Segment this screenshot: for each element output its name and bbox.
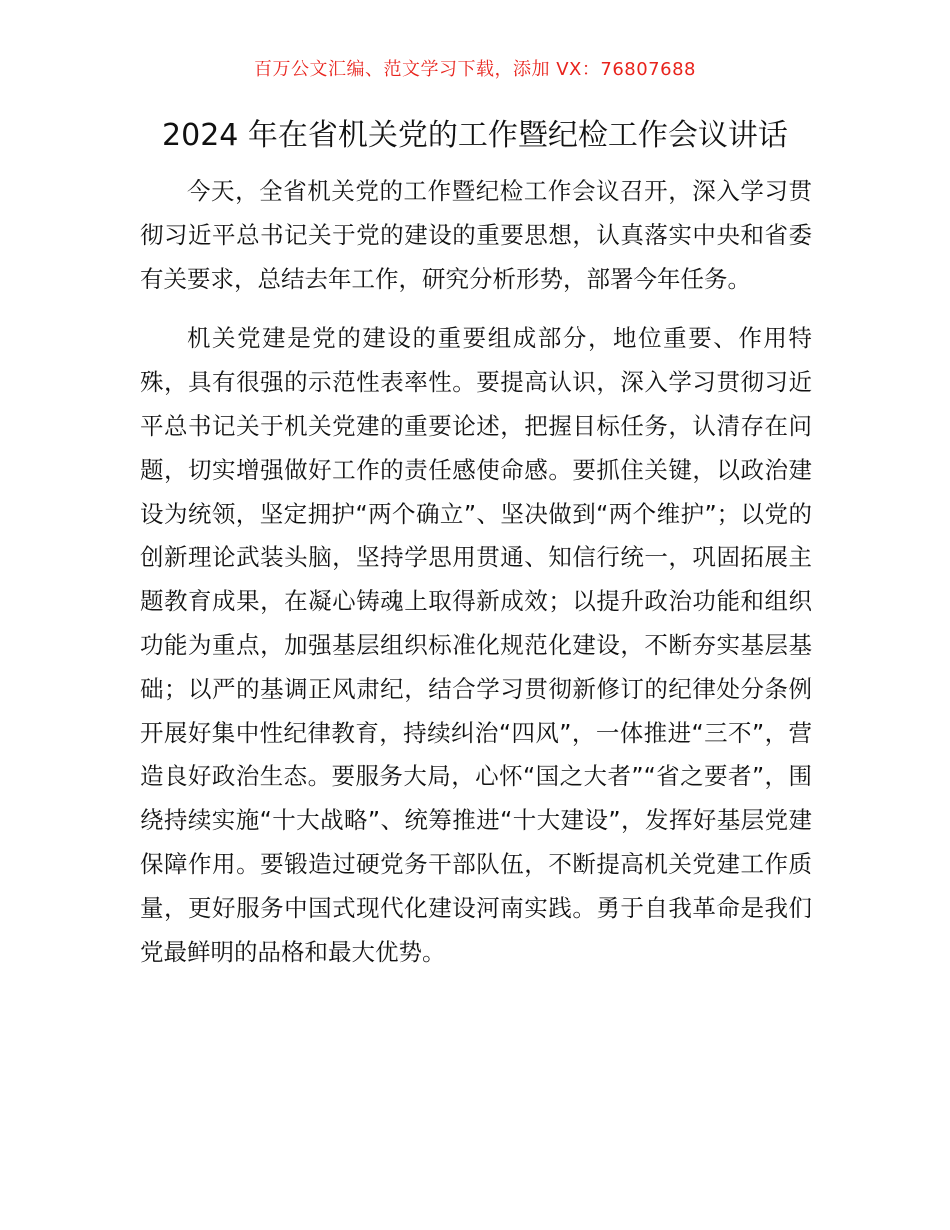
paragraph-intro: 今天，全省机关党的工作暨纪检工作会议召开，深入学习贯彻习近平总书记关于党的建设的重要思想，认真落实中央和省委有关要求，总结去年工作，研究分析形势，部署今年任务。 [140,177,812,293]
paragraph-main: 机关党建是党的建设的重要组成部分，地位重要、作用特殊，具有很强的示范性表率性。要提高认识，深入学习贯彻习近平总书记关于机关党建的重要论述，把握目标任务，认清存在问题，切实增强做好工作的责任感使命感。要抓住关键，以政治建设为统领，坚定拥护“两个确立”、坚决做到“两个维护”；以党的创新理论武装头脑，坚持学思用贯通、知信行统一，巩固拓展主题教育成果，在凝心铸魂上取得新成效；以提升政治功能和组织功能为重点，加强基层组织标准化规范化建设，不断夯实基层基础；以严的基调正风肃纪，结合学习贯彻新修订的纪律处分条例开展好集中性纪律教育，持续纠治“四风”，一体推进“三不”，营造良好政治生态。要服务大局，心怀“国之大者”“省之要者”，围绕持续实施“十大战略”、统筹推进“十大建设”，发挥好基层党建保障作用。要锻造过硬党务干部队伍，不断提高机关党建工作质量，更好服务中国式现代化建设河南实践。勇于自我革命是我们党最鲜明的品格和最大优势。 [140,324,812,966]
document-title: 2024 年在省机关党的工作暨纪检工作会议讲话 [162,118,788,153]
document-body [140,170,812,990]
header-watermark: 百万公文汇编、范文学习下载，添加 VX：76807688 [254,59,696,80]
